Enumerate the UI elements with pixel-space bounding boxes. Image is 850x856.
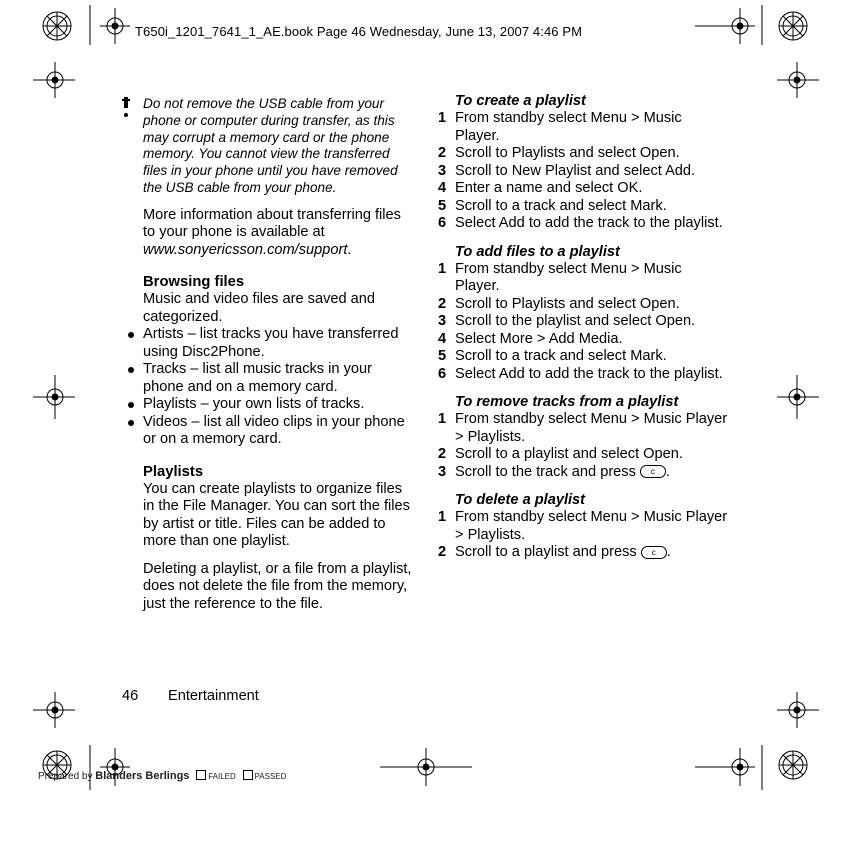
more-info-text: More information about transferring files to your phone is available at — [143, 206, 401, 241]
crosshair-icon — [777, 62, 819, 98]
category-list — [143, 326, 413, 449]
color-wheel-icon — [779, 751, 807, 779]
list-item: Artists – list tracks you have transferred using Disc2Phone. — [143, 326, 413, 361]
step-item — [438, 331, 728, 349]
delete-playlist-steps — [438, 509, 728, 562]
playlists-heading: Playlists — [143, 463, 204, 480]
step-item — [438, 145, 728, 163]
step-text: Scroll to a track and select Mark. — [455, 197, 667, 214]
step-text: From standby select Menu > Music Player. — [455, 110, 682, 144]
step-item — [438, 509, 728, 544]
step-item — [438, 163, 728, 181]
step-item — [438, 261, 728, 296]
step-number: 2 — [438, 295, 447, 312]
step-text: From standby select Menu > Music Player > Playlists. — [455, 509, 728, 543]
book-file-header: T650i_1201_7641_1_AE.book Page 46 Wednesday, June 13, 2007 4:46 PM — [135, 24, 583, 39]
crosshair-icon — [695, 748, 755, 786]
crosshair-icon — [33, 62, 75, 98]
clear-key-icon: c — [641, 546, 667, 559]
crosshair-icon — [33, 692, 75, 728]
section-name: Entertainment — [168, 688, 259, 704]
step-number: 4 — [438, 330, 447, 347]
step-item — [438, 110, 728, 145]
playlists-text: You can create playlists to organize files in the File Manager. You can sort the files by artist or title. Files can be added to more than one playlist. — [143, 480, 410, 550]
printer-prefix: Prepared by — [38, 771, 93, 782]
step-number: 5 — [438, 197, 447, 214]
crosshair-icon — [33, 375, 75, 419]
crosshair-icon — [695, 8, 755, 44]
note-text: Do not remove the USB cable from your phone or computer during transfer, as this may corrupt a memory card or the phone memory. You cannot view the transferred files in your phone until you have removed the USB cable from your phone. — [143, 96, 398, 195]
step-number: 1 — [438, 509, 447, 525]
step-text: From standby select Menu > Music Player > Playlists. — [455, 411, 728, 445]
step-text: Select Add to add the track to the playlist. — [455, 365, 723, 382]
browsing-files-text: Music and video files are saved and categorized. — [143, 291, 376, 325]
remove-tracks-title: To remove tracks from a playlist — [455, 394, 679, 410]
step-text: Scroll to a playlist and press — [455, 544, 637, 560]
step-text: From standby select Menu > Music Player. — [455, 260, 682, 294]
more-info-paragraph — [143, 207, 413, 260]
step-item — [438, 215, 728, 233]
url-period: . — [347, 241, 352, 258]
step-text: Scroll to Playlists and select Open. — [455, 145, 680, 161]
list-item: Tracks – list all music tracks in your phone and on a memory card. — [143, 361, 413, 396]
support-url-link[interactable]: www.sonyericsson.com/support — [143, 241, 348, 258]
checkbox-icon — [243, 770, 253, 780]
step-item — [438, 446, 728, 464]
step-number: 5 — [438, 348, 447, 364]
crosshair-icon — [777, 692, 819, 728]
step-item: 2 Scroll to a playlist and press c . — [438, 544, 671, 560]
step-item — [438, 296, 728, 314]
step-number: 4 — [438, 180, 447, 196]
step-item — [438, 411, 728, 446]
step-text: Scroll to a playlist and select Open. — [455, 446, 683, 462]
step-item: 3 Scroll to the track and press c . — [438, 463, 670, 480]
crosshair-icon — [380, 748, 472, 786]
step-number: 3 — [438, 313, 447, 329]
add-files-title: To add files to a playlist — [455, 243, 620, 260]
step-item — [438, 348, 728, 366]
add-files-steps — [438, 261, 728, 384]
page-number: 46 — [122, 688, 139, 704]
color-wheel-icon — [779, 12, 807, 40]
step-number: 6 — [438, 215, 447, 231]
step-item — [438, 198, 728, 216]
exclamation-icon — [121, 97, 131, 119]
printer-company: Blanders Berlings — [95, 770, 190, 782]
browsing-files-heading: Browsing files — [143, 274, 245, 291]
step-number: 6 — [438, 365, 447, 382]
right-column — [438, 92, 728, 562]
step-number: 2 — [438, 446, 447, 462]
step-text: Scroll to Playlists and select Open. — [455, 295, 680, 312]
delete-playlist-title: To delete a playlist — [455, 492, 586, 508]
list-item: Videos – list all video clips in your phone or on a memory card. — [143, 414, 413, 449]
passed-label: PASSED — [254, 772, 287, 781]
list-item: Playlists – your own lists of tracks. — [143, 396, 413, 414]
step-number: 3 — [438, 463, 447, 480]
left-column — [143, 96, 413, 613]
step-text: Select More > Add Media. — [455, 330, 623, 347]
step-number: 2 — [438, 544, 447, 560]
clear-key-icon: c — [640, 465, 666, 478]
step-text: Enter a name and select OK. — [455, 180, 643, 196]
create-playlist-title: To create a playlist — [455, 93, 586, 109]
remove-tracks-steps — [438, 411, 728, 481]
step-text: Scroll to a track and select Mark. — [455, 348, 667, 364]
printer-mark — [38, 770, 286, 782]
step-item — [438, 313, 728, 331]
step-number: 2 — [438, 145, 447, 161]
step-item — [438, 180, 728, 198]
step-number: 3 — [438, 162, 447, 179]
crosshair-icon — [100, 8, 130, 44]
step-text: Select Add to add the track to the playlist. — [455, 215, 723, 231]
create-playlist-steps — [438, 110, 728, 233]
deleting-text: Deleting a playlist, or a file from a playlist, does not delete the file from the memory, just the reference to the file. — [143, 560, 412, 612]
failed-label: FAILED — [208, 772, 236, 781]
color-wheel-icon — [43, 12, 71, 40]
step-number: 1 — [438, 411, 447, 427]
step-number: 1 — [438, 110, 447, 126]
step-number: 1 — [438, 260, 447, 277]
step-text: Scroll to New Playlist and select Add. — [455, 162, 696, 179]
warning-note — [143, 96, 413, 197]
crosshair-icon — [777, 375, 819, 419]
step-text: Scroll to the playlist and select Open. — [455, 313, 696, 329]
checkbox-icon — [196, 770, 206, 780]
step-item — [438, 366, 728, 384]
step-text: Scroll to the track and press — [455, 463, 636, 480]
